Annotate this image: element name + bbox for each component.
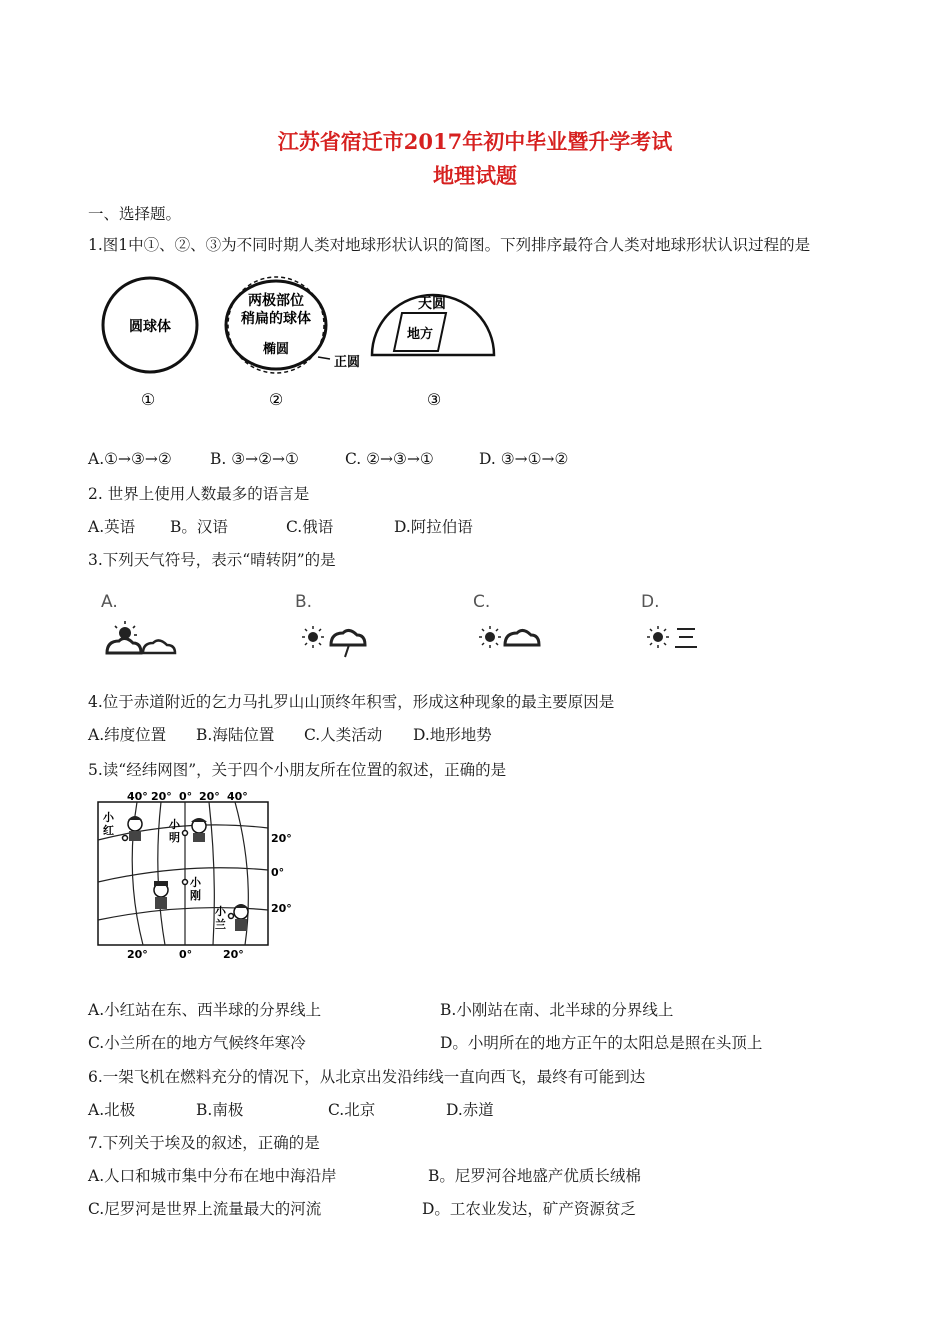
q7-option-b[interactable]: B。尼罗河谷地盛产优质长绒棉 bbox=[428, 1167, 641, 1185]
q3-label-a[interactable]: A. bbox=[101, 592, 118, 612]
q5-stem: 5.读“经纬网图”，关于四个小朋友所在位置的叙述，正确的是 bbox=[88, 761, 507, 779]
name-xiaoming-2: 明 bbox=[169, 831, 180, 844]
point-xiaohong bbox=[123, 836, 128, 841]
q7-option-d[interactable]: D。工农业发达，矿产资源贫乏 bbox=[422, 1200, 636, 1218]
fig2-circle-label: 正圆 bbox=[334, 355, 361, 370]
q4-option-d[interactable]: D.地形地势 bbox=[413, 726, 492, 744]
q1-stem: 1.图1中①、②、③为不同时期人类对地球形状认识的简图。下列排序最符合人类对地球形状认识过程的是 bbox=[88, 236, 811, 254]
bottom-tick-2: 20° bbox=[223, 948, 244, 961]
q3-label-b[interactable]: B. bbox=[295, 592, 313, 612]
top-tick-3: 20° bbox=[199, 790, 220, 803]
section-heading: 一、选择题。 bbox=[88, 205, 182, 223]
q2-option-d[interactable]: D.阿拉伯语 bbox=[394, 518, 473, 536]
q6-option-c[interactable]: C.北京 bbox=[328, 1101, 376, 1119]
fig1-label: 圆球体 bbox=[129, 319, 171, 335]
fig2-label-line1: 两极部位 bbox=[248, 293, 304, 309]
q7-stem: 7.下列关于埃及的叙述，正确的是 bbox=[88, 1134, 320, 1152]
q4-option-a[interactable]: A.纬度位置 bbox=[88, 726, 167, 744]
bottom-tick-0: 20° bbox=[127, 948, 148, 961]
q5-option-a[interactable]: A.小红站在东、西半球的分界线上 bbox=[88, 1001, 322, 1019]
child-xiaohong-icon bbox=[128, 816, 142, 841]
q3-label-d[interactable]: D. bbox=[641, 592, 660, 612]
child-xiaogang-icon bbox=[154, 881, 168, 909]
name-xiaogang-2: 刚 bbox=[190, 889, 201, 902]
child-xiaolan-icon bbox=[234, 904, 248, 931]
q5-option-c[interactable]: C.小兰所在的地方气候终年寒冷 bbox=[88, 1034, 306, 1052]
q6-option-a[interactable]: A.北极 bbox=[88, 1101, 136, 1119]
fig1-number: ① bbox=[140, 390, 156, 409]
q2-option-b[interactable]: B。汉语 bbox=[170, 518, 228, 536]
point-xiaogang bbox=[183, 880, 188, 885]
q5-option-d[interactable]: D。小明所在的地方正午的太阳总是照在头顶上 bbox=[440, 1034, 763, 1052]
fig2-ellipse-label: 椭圆 bbox=[262, 342, 290, 357]
name-xiaolan-1: 小 bbox=[215, 905, 226, 918]
top-tick-0: 40° bbox=[127, 790, 148, 803]
fig2-label-line2: 稍扁的球体 bbox=[241, 311, 311, 327]
bottom-tick-1: 0° bbox=[179, 948, 193, 961]
sunny-to-shower-icon bbox=[302, 626, 365, 657]
q2-stem: 2. 世界上使用人数最多的语言是 bbox=[88, 485, 310, 503]
q5-graticule-map bbox=[95, 790, 305, 965]
q7-option-c[interactable]: C.尼罗河是世界上流量最大的河流 bbox=[88, 1200, 322, 1218]
fig3-number: ③ bbox=[426, 390, 442, 409]
partly-cloudy-to-cloudy-icon bbox=[107, 621, 175, 653]
name-xiaoming-1: 小 bbox=[169, 818, 180, 831]
child-xiaoming-icon bbox=[191, 818, 207, 842]
right-tick-1: 0° bbox=[271, 866, 285, 879]
q4-option-c[interactable]: C.人类活动 bbox=[304, 726, 383, 744]
top-tick-1: 20° bbox=[151, 790, 172, 803]
name-xiaohong-1: 小 bbox=[103, 811, 114, 824]
q2-option-c[interactable]: C.俄语 bbox=[286, 518, 334, 536]
point-xiaoming bbox=[183, 831, 188, 836]
fig2-number: ② bbox=[268, 390, 284, 409]
q1-option-a[interactable]: A.①→③→② bbox=[88, 450, 172, 468]
q6-option-d[interactable]: D.赤道 bbox=[446, 1101, 494, 1119]
name-xiaohong-2: 红 bbox=[103, 824, 114, 837]
top-tick-2: 0° bbox=[179, 790, 193, 803]
name-xiaolan-2: 兰 bbox=[215, 918, 226, 931]
right-tick-2: 20° bbox=[271, 902, 292, 915]
q3-stem: 3.下列天气符号，表示“晴转阴”的是 bbox=[88, 551, 336, 569]
name-xiaogang-1: 小 bbox=[190, 876, 201, 889]
q1-option-d[interactable]: D. ③→①→② bbox=[479, 450, 569, 468]
q1-option-b[interactable]: B. ③→②→① bbox=[210, 450, 299, 468]
q6-stem: 6.一架飞机在燃料充分的情况下，从北京出发沿纬线一直向西飞，最终有可能到达 bbox=[88, 1068, 646, 1086]
q4-option-b[interactable]: B.海陆位置 bbox=[196, 726, 275, 744]
top-tick-4: 40° bbox=[227, 790, 248, 803]
q5-option-b[interactable]: B.小刚站在南、北半球的分界线上 bbox=[440, 1001, 674, 1019]
q3-weather-symbols bbox=[95, 585, 715, 665]
fig3-sky-label: 天圆 bbox=[418, 296, 446, 312]
exam-title: 江苏省宿迁市2017年初中毕业暨升学考试 bbox=[277, 129, 673, 154]
q2-option-a[interactable]: A.英语 bbox=[88, 518, 136, 536]
circle-pointer-line bbox=[318, 357, 330, 359]
sunny-to-fog-icon bbox=[647, 626, 697, 648]
q1-figure bbox=[90, 275, 510, 415]
q3-label-c[interactable]: C. bbox=[473, 592, 491, 612]
q6-option-b[interactable]: B.南极 bbox=[196, 1101, 244, 1119]
right-tick-0: 20° bbox=[271, 832, 292, 845]
sunny-to-cloudy-icon bbox=[479, 626, 539, 648]
q7-option-a[interactable]: A.人口和城市集中分布在地中海沿岸 bbox=[88, 1167, 337, 1185]
q1-option-c[interactable]: C. ②→③→① bbox=[345, 450, 434, 468]
fig3-earth-label: 地方 bbox=[406, 327, 434, 342]
point-xiaolan bbox=[229, 914, 234, 919]
exam-subtitle: 地理试题 bbox=[433, 163, 517, 188]
q4-stem: 4.位于赤道附近的乞力马扎罗山山顶终年积雪，形成这种现象的最主要原因是 bbox=[88, 693, 615, 711]
